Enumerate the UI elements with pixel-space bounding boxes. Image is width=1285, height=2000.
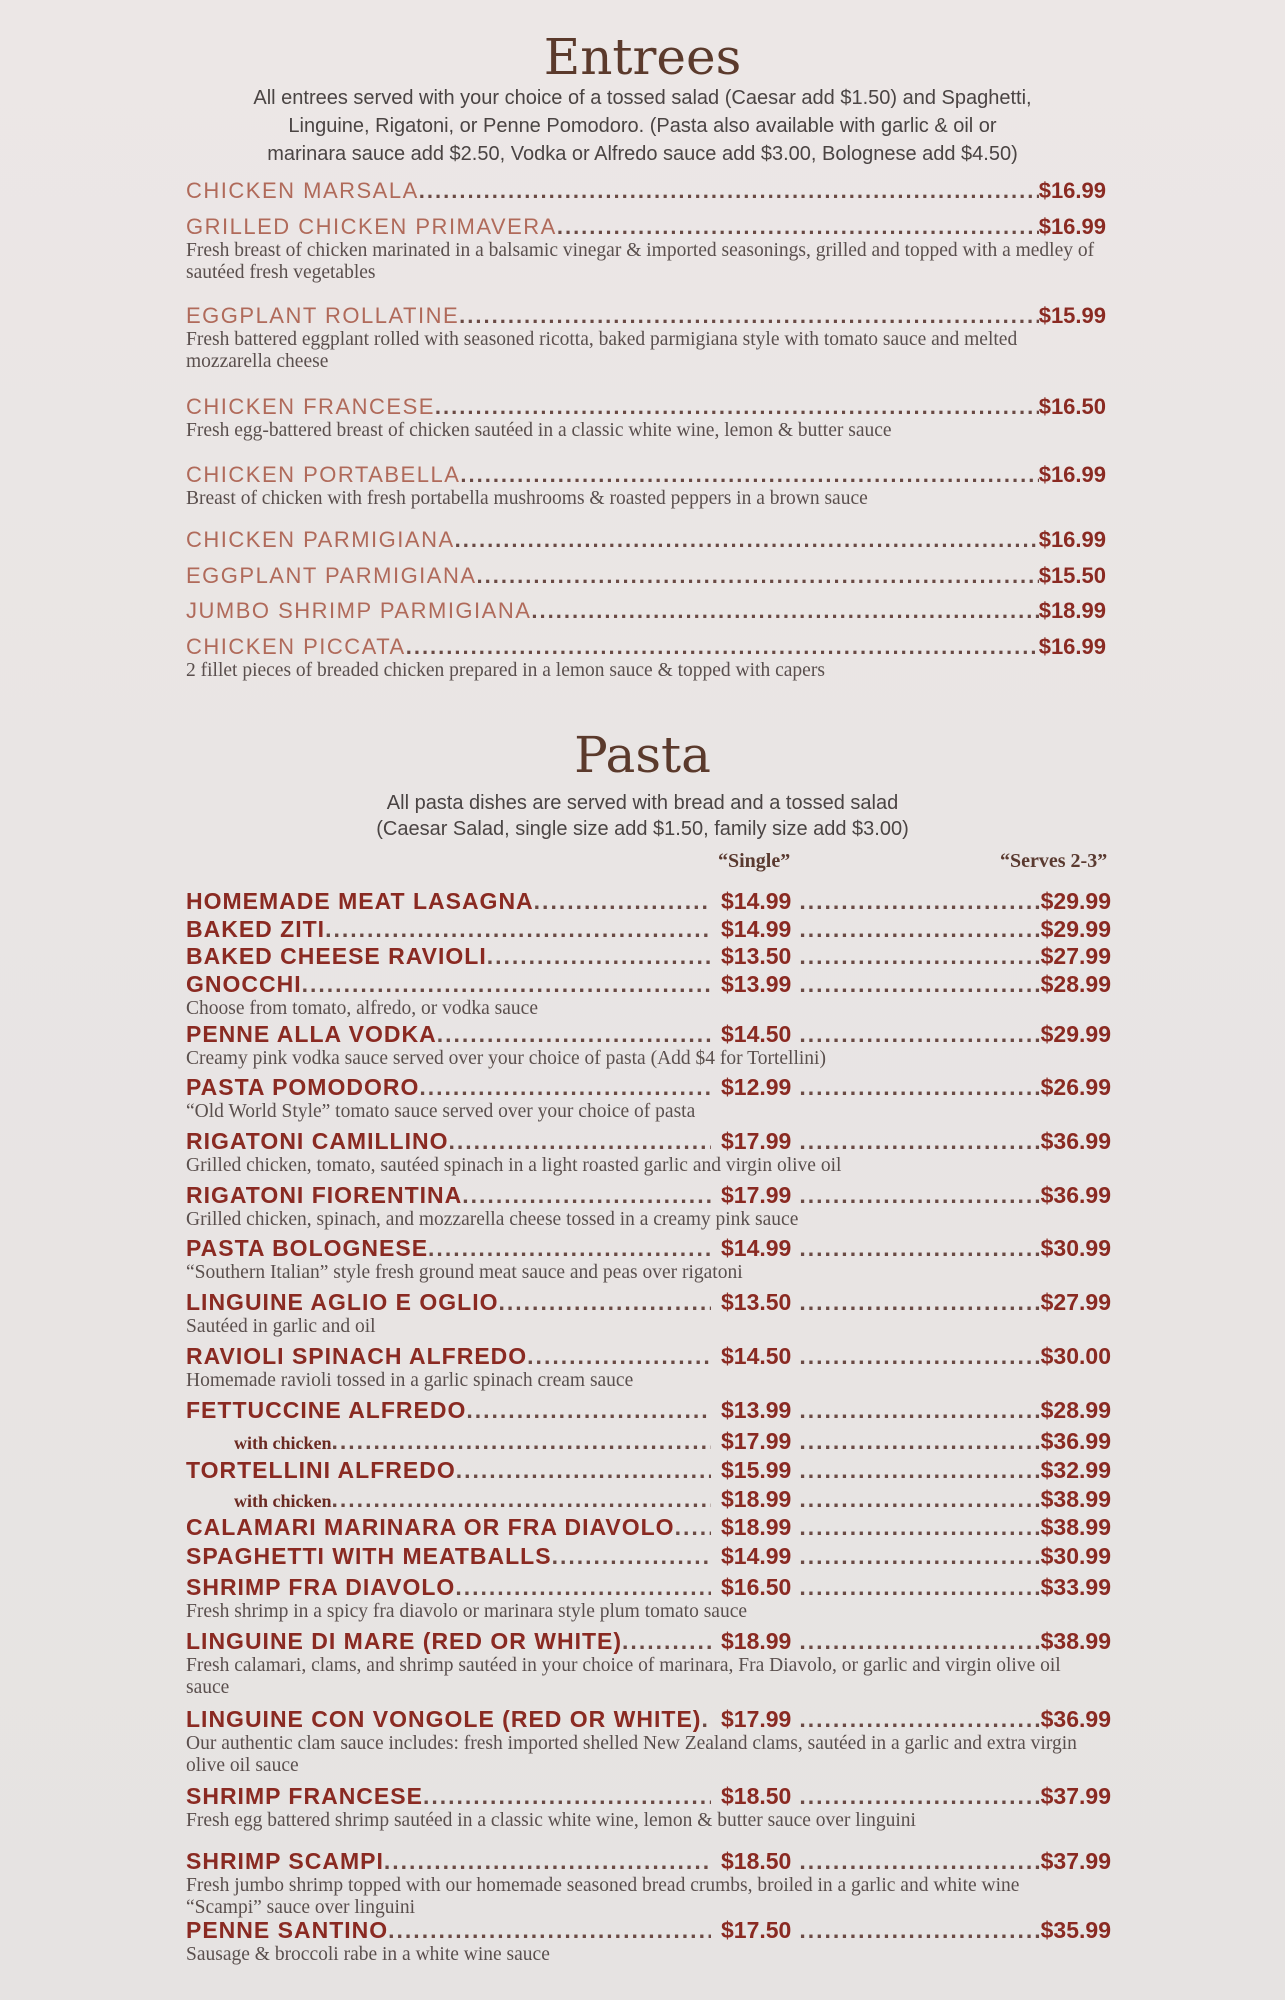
leader-dots [332,1428,711,1455]
column-header-serves: “Serves 2-3” [1000,850,1108,872]
pasta-name-cell [186,1428,711,1455]
pasta-item [186,1706,1111,1778]
pasta-item [186,1514,1111,1541]
pasta-price-single: $12.99 [721,1074,792,1100]
entrees-title: Entrees [543,28,742,86]
pasta-name-cell [186,1848,711,1875]
entree-row [186,563,1106,589]
leader-dots [435,394,1039,420]
pasta-item [186,1074,1111,1123]
pasta-price-single: $14.99 [721,1543,792,1569]
pasta-item [186,1917,1111,1966]
pasta-name-cell [186,1783,711,1810]
leader-dots [527,1343,711,1370]
pasta-price-family: $29.99 [1040,1021,1111,1047]
pasta-item [186,1457,1111,1484]
pasta-description: Grilled chicken, tomato, sautéed spinach in a light roasted garlic and virgin olive oil [186,1155,842,1176]
leader-dots [531,598,1038,624]
pasta-price-single: $13.99 [721,971,792,997]
pasta-price-family: $30.00 [1040,1343,1111,1369]
entree-price: $15.50 [1038,563,1106,588]
pasta-item [186,1343,1111,1392]
pasta-row [186,1486,1111,1513]
pasta-price-single: $17.99 [721,1182,792,1208]
leader-dots [799,1917,1040,1944]
pasta-row [186,943,1111,970]
entree-description: 2 fillet pieces of breaded chicken prepared in a lemon sauce & topped with capers [186,660,825,681]
pasta-price-single: $14.99 [721,888,792,914]
pasta-name: LINGUINE CON VONGOLE (RED OR WHITE) [186,1706,702,1732]
leader-dots [325,916,711,943]
pasta-intro-line: (Caesar Salad, single size add $1.50, family size add $3.00) [376,818,909,840]
pasta-name-cell [186,971,711,998]
entree-row [186,303,1106,329]
pasta-row [186,1289,1111,1316]
pasta-item [186,1486,1111,1513]
entree-row [186,634,1106,660]
entree-item [186,303,1106,374]
pasta-row [186,1706,1111,1733]
leader-dots [437,1021,711,1048]
pasta-name: CALAMARI MARINARA OR FRA DIAVOLO [186,1514,675,1540]
entree-name: EGGPLANT PARMIGIANA [186,563,477,588]
pasta-price-single: $13.50 [721,943,792,969]
pasta-price-family: $37.99 [1040,1783,1111,1809]
pasta-row [186,1917,1111,1944]
pasta-price-single: $17.99 [721,1428,792,1454]
pasta-price-single: $13.50 [721,1289,792,1315]
leader-dots [799,1397,1040,1424]
pasta-name-cell [186,1543,711,1570]
pasta-name-cell [186,916,711,943]
leader-dots [384,1848,711,1875]
entree-row [186,178,1106,204]
leader-dots [462,1182,711,1209]
pasta-price-family: $28.99 [1040,1397,1111,1423]
entrees-intro-line: marinara sauce add $2.50, Vodka or Alfredo sauce add $3.00, Bolognese add $4.50) [267,143,1018,165]
entree-item [186,394,1106,442]
pasta-name-cell [186,1182,711,1209]
leader-dots [534,888,711,915]
pasta-row [186,1128,1111,1155]
pasta-row [186,1182,1111,1209]
leader-dots [799,1486,1040,1513]
pasta-name-cell [186,1486,711,1513]
pasta-row [186,1574,1111,1601]
pasta-description: Creamy pink vodka sauce served over your choice of pasta (Add $4 for Tortellini) [186,1048,826,1069]
pasta-description: Our authentic clam sauce includes: fresh imported shelled New Zealand clams, sautéed in a garlic and extra virgin olive oil sauce [186,1733,1077,1777]
leader-dots [799,1343,1040,1370]
entree-name: CHICKEN PARMIGIANA [186,527,455,552]
leader-dots [799,1128,1040,1155]
leader-dots [499,1289,712,1316]
pasta-price-single: $14.99 [721,916,792,942]
entree-item [186,527,1106,553]
leader-dots [466,1397,711,1424]
leader-dots [799,1514,1040,1541]
pasta-row [186,1074,1111,1101]
pasta-price-single: $17.99 [721,1128,792,1154]
pasta-row [186,1343,1111,1370]
leader-dots [799,1848,1040,1875]
pasta-description: “Southern Italian” style fresh ground meat sauce and peas over rigatoni [186,1262,743,1283]
pasta-name-cell [186,1343,711,1370]
pasta-name-cell [186,888,711,915]
leader-dots [460,462,1038,488]
leader-dots [799,888,1040,915]
pasta-price-single: $18.99 [721,1486,792,1512]
entrees-intro [150,84,1135,168]
leader-dots [487,943,711,970]
pasta-name: PASTA POMODORO [186,1074,420,1100]
leader-dots [799,943,1040,970]
entree-row [186,214,1106,240]
pasta-price-family: $36.99 [1040,1706,1111,1732]
leader-dots [419,178,1039,204]
leader-dots [799,1783,1040,1810]
pasta-price-single: $15.99 [721,1457,792,1483]
entree-item [186,598,1106,624]
pasta-name: HOMEMADE MEAT LASAGNA [186,888,534,914]
entree-price: $18.99 [1038,598,1106,623]
pasta-price-family: $29.99 [1040,916,1111,942]
pasta-name: RIGATONI CAMILLINO [186,1128,449,1154]
pasta-item [186,1574,1111,1623]
entree-description: Fresh breast of chicken marinated in a balsamic vinegar & imported seasonings, grilled and topped with a medley of sautéed fresh vegetables [186,240,1095,284]
pasta-price-family: $36.99 [1040,1182,1111,1208]
pasta-name-cell [186,1074,711,1101]
entree-name: CHICKEN PICCATA [186,634,406,659]
pasta-name: SPAGHETTI WITH MEATBALLS [186,1543,552,1569]
pasta-name: GNOCCHI [186,971,302,997]
pasta-name: PENNE ALLA VODKA [186,1021,437,1047]
pasta-name: LINGUINE AGLIO E OGLIO [186,1289,499,1315]
entree-name: CHICKEN FRANCESE [186,394,435,419]
entree-price: $15.99 [1038,303,1106,328]
pasta-description: Sautéed in garlic and oil [186,1316,376,1337]
entree-item [186,462,1106,510]
pasta-name: FETTUCCINE ALFREDO [186,1397,467,1423]
pasta-name-cell [186,1574,711,1601]
entree-name: CHICKEN MARSALA [186,178,419,203]
leader-dots [455,1574,711,1601]
pasta-name: SHRIMP FRA DIAVOLO [186,1574,456,1600]
pasta-name-cell [186,1706,711,1733]
entree-price: $16.99 [1038,634,1106,659]
pasta-row [186,1783,1111,1810]
leader-dots [419,1074,711,1101]
pasta-item [186,1289,1111,1338]
entree-price: $16.99 [1038,214,1106,239]
leader-dots [799,1628,1040,1655]
pasta-description: Homemade ravioli tossed in a garlic spinach cream sauce [186,1370,634,1391]
pasta-name: with chicken [234,1433,332,1453]
leader-dots [799,1543,1040,1570]
pasta-name-cell [186,1457,711,1484]
pasta-price-single: $17.99 [721,1706,792,1732]
pasta-description: Fresh egg battered shrimp sautéed in a classic white wine, lemon & butter sauce over linguini [186,1810,916,1831]
leader-dots [675,1514,711,1541]
pasta-price-family: $36.99 [1040,1428,1111,1454]
pasta-item [186,1182,1111,1231]
pasta-price-single: $14.50 [721,1021,792,1047]
pasta-price-family: $35.99 [1040,1917,1111,1943]
pasta-price-single: $18.50 [721,1848,792,1874]
leader-dots [799,1235,1040,1262]
entree-description: Fresh egg-battered breast of chicken sautéed in a classic white wine, lemon & butter sauce [186,420,892,441]
pasta-name: SHRIMP SCAMPI [186,1848,384,1874]
leader-dots [406,634,1039,660]
leader-dots [455,527,1039,553]
pasta-row [186,1543,1111,1570]
pasta-name-cell [186,1128,711,1155]
leader-dots [799,1706,1040,1733]
entree-name: GRILLED CHICKEN PRIMAVERA [186,214,557,239]
pasta-name-cell [186,1514,711,1541]
pasta-description: Choose from tomato, alfredo, or vodka sauce [186,998,538,1019]
leader-dots [456,1457,711,1484]
pasta-price-single: $18.99 [721,1514,792,1540]
leader-dots [459,303,1039,329]
pasta-description: Sausage & broccoli rabe in a white wine sauce [186,1944,550,1965]
leader-dots [332,1486,711,1513]
pasta-name-cell [186,943,711,970]
pasta-name: RIGATONI FIORENTINA [186,1182,463,1208]
pasta-item [186,1235,1111,1284]
pasta-description: “Old World Style” tomato sauce served over your choice of pasta [186,1101,696,1122]
pasta-price-family: $29.99 [1040,888,1111,914]
pasta-item [186,1021,1111,1070]
leader-dots [701,1706,711,1733]
pasta-intro [250,790,1035,842]
entree-description: Fresh battered eggplant rolled with seasoned ricotta, baked parmigiana style with tomato sauce and melted mozzarella cheese [186,329,1018,373]
pasta-price-family: $26.99 [1040,1074,1111,1100]
pasta-price-family: $27.99 [1040,1289,1111,1315]
pasta-price-single: $14.50 [721,1343,792,1369]
pasta-description: Grilled chicken, spinach, and mozzarella cheese tossed in a creamy pink sauce [186,1209,799,1230]
leader-dots [388,1917,711,1944]
leader-dots [799,1074,1040,1101]
pasta-item [186,943,1111,970]
leader-dots [799,1021,1040,1048]
pasta-name: with chicken [234,1491,332,1511]
pasta-name: BAKED CHEESE RAVIOLI [186,943,487,969]
pasta-name-cell [186,1917,711,1944]
pasta-price-single: $13.99 [721,1397,792,1423]
leader-dots [799,1428,1040,1455]
pasta-item [186,888,1111,915]
leader-dots [557,214,1039,240]
pasta-item [186,916,1111,943]
leader-dots [477,563,1039,589]
entree-row [186,462,1106,488]
pasta-row [186,1628,1111,1655]
entree-name: CHICKEN PORTABELLA [186,462,461,487]
pasta-description: Fresh jumbo shrimp topped with our homemade seasoned bread crumbs, broiled in a garlic and white wine “Scampi” sauce over linguini [186,1875,1020,1919]
pasta-price-single: $14.99 [721,1235,792,1261]
pasta-name: SHRIMP FRANCESE [186,1783,423,1809]
pasta-name: RAVIOLI SPINACH ALFREDO [186,1343,528,1369]
entree-name: EGGPLANT ROLLATINE [186,303,460,328]
leader-dots [552,1543,711,1570]
leader-dots [302,971,711,998]
pasta-name-cell [186,1628,711,1655]
pasta-description: Fresh calamari, clams, and shrimp sautéed in your choice of marinara, Fra Diavolo, or garlic and virgin olive oil sauce [186,1655,1061,1699]
entree-price: $16.50 [1038,394,1106,419]
pasta-price-family: $30.99 [1040,1543,1111,1569]
pasta-name: PASTA BOLOGNESE [186,1235,429,1261]
pasta-intro-line: All pasta dishes are served with bread and a tossed salad [386,792,899,814]
leader-dots [799,1574,1040,1601]
entree-row [186,527,1106,553]
entree-name: JUMBO SHRIMP PARMIGIANA [186,598,532,623]
leader-dots [799,1289,1040,1316]
leader-dots [799,1457,1040,1484]
pasta-price-single: $17.50 [721,1917,792,1943]
pasta-price-single: $16.50 [721,1574,792,1600]
leader-dots [799,916,1040,943]
pasta-price-family: $28.99 [1040,971,1111,997]
pasta-item [186,1628,1111,1700]
pasta-item [186,1397,1111,1424]
entrees-intro-line: Linguine, Rigatoni, or Penne Pomodoro. (Pasta also available with garlic & oil or [288,115,997,137]
pasta-item [186,1848,1111,1920]
pasta-name-cell [186,1289,711,1316]
pasta-row [186,1457,1111,1484]
pasta-price-single: $18.50 [721,1783,792,1809]
pasta-item [186,971,1111,1020]
entree-price: $16.99 [1038,527,1106,552]
entree-item [186,634,1106,682]
entree-row [186,598,1106,624]
entree-item [186,214,1106,285]
pasta-title: Pasta [574,726,711,784]
entrees-intro-line: All entrees served with your choice of a tossed salad (Caesar add $1.50) and Spaghetti, [253,87,1032,109]
pasta-name-cell [186,1397,711,1424]
pasta-price-family: $30.99 [1040,1235,1111,1261]
pasta-price-family: $27.99 [1040,943,1111,969]
column-header-single: “Single” [718,850,791,872]
pasta-row [186,916,1111,943]
pasta-row [186,1514,1111,1541]
entree-price: $16.99 [1038,462,1106,487]
pasta-name-cell [186,1235,711,1262]
pasta-row [186,1848,1111,1875]
pasta-name: LINGUINE DI MARE (RED OR WHITE) [186,1628,623,1654]
pasta-row [186,888,1111,915]
pasta-item [186,1128,1111,1177]
entree-item [186,563,1106,589]
pasta-row [186,1428,1111,1455]
entree-item [186,178,1106,204]
leader-dots [799,971,1040,998]
pasta-price-family: $38.99 [1040,1514,1111,1540]
pasta-name: PENNE SANTINO [186,1917,389,1943]
pasta-row [186,1397,1111,1424]
pasta-row [186,1021,1111,1048]
entree-description: Breast of chicken with fresh portabella mushrooms & roasted peppers in a brown sauce [186,488,868,509]
entree-price: $16.99 [1038,178,1106,203]
leader-dots [423,1783,711,1810]
pasta-price-family: $38.99 [1040,1486,1111,1512]
pasta-name: BAKED ZITI [186,916,326,942]
pasta-name: TORTELLINI ALFREDO [186,1457,456,1483]
pasta-row [186,1235,1111,1262]
leader-dots [622,1628,711,1655]
leader-dots [428,1235,711,1262]
pasta-price-single: $18.99 [721,1628,792,1654]
pasta-name-cell [186,1021,711,1048]
pasta-item [186,1783,1111,1832]
pasta-price-family: $33.99 [1040,1574,1111,1600]
entree-row [186,394,1106,420]
pasta-item [186,1543,1111,1570]
pasta-description: Fresh shrimp in a spicy fra diavolo or marinara style plum tomato sauce [186,1601,748,1622]
leader-dots [448,1128,711,1155]
pasta-price-family: $36.99 [1040,1128,1111,1154]
pasta-price-family: $37.99 [1040,1848,1111,1874]
pasta-row [186,971,1111,998]
leader-dots [799,1182,1040,1209]
pasta-price-family: $38.99 [1040,1628,1111,1654]
pasta-item [186,1428,1111,1455]
pasta-price-family: $32.99 [1040,1457,1111,1483]
